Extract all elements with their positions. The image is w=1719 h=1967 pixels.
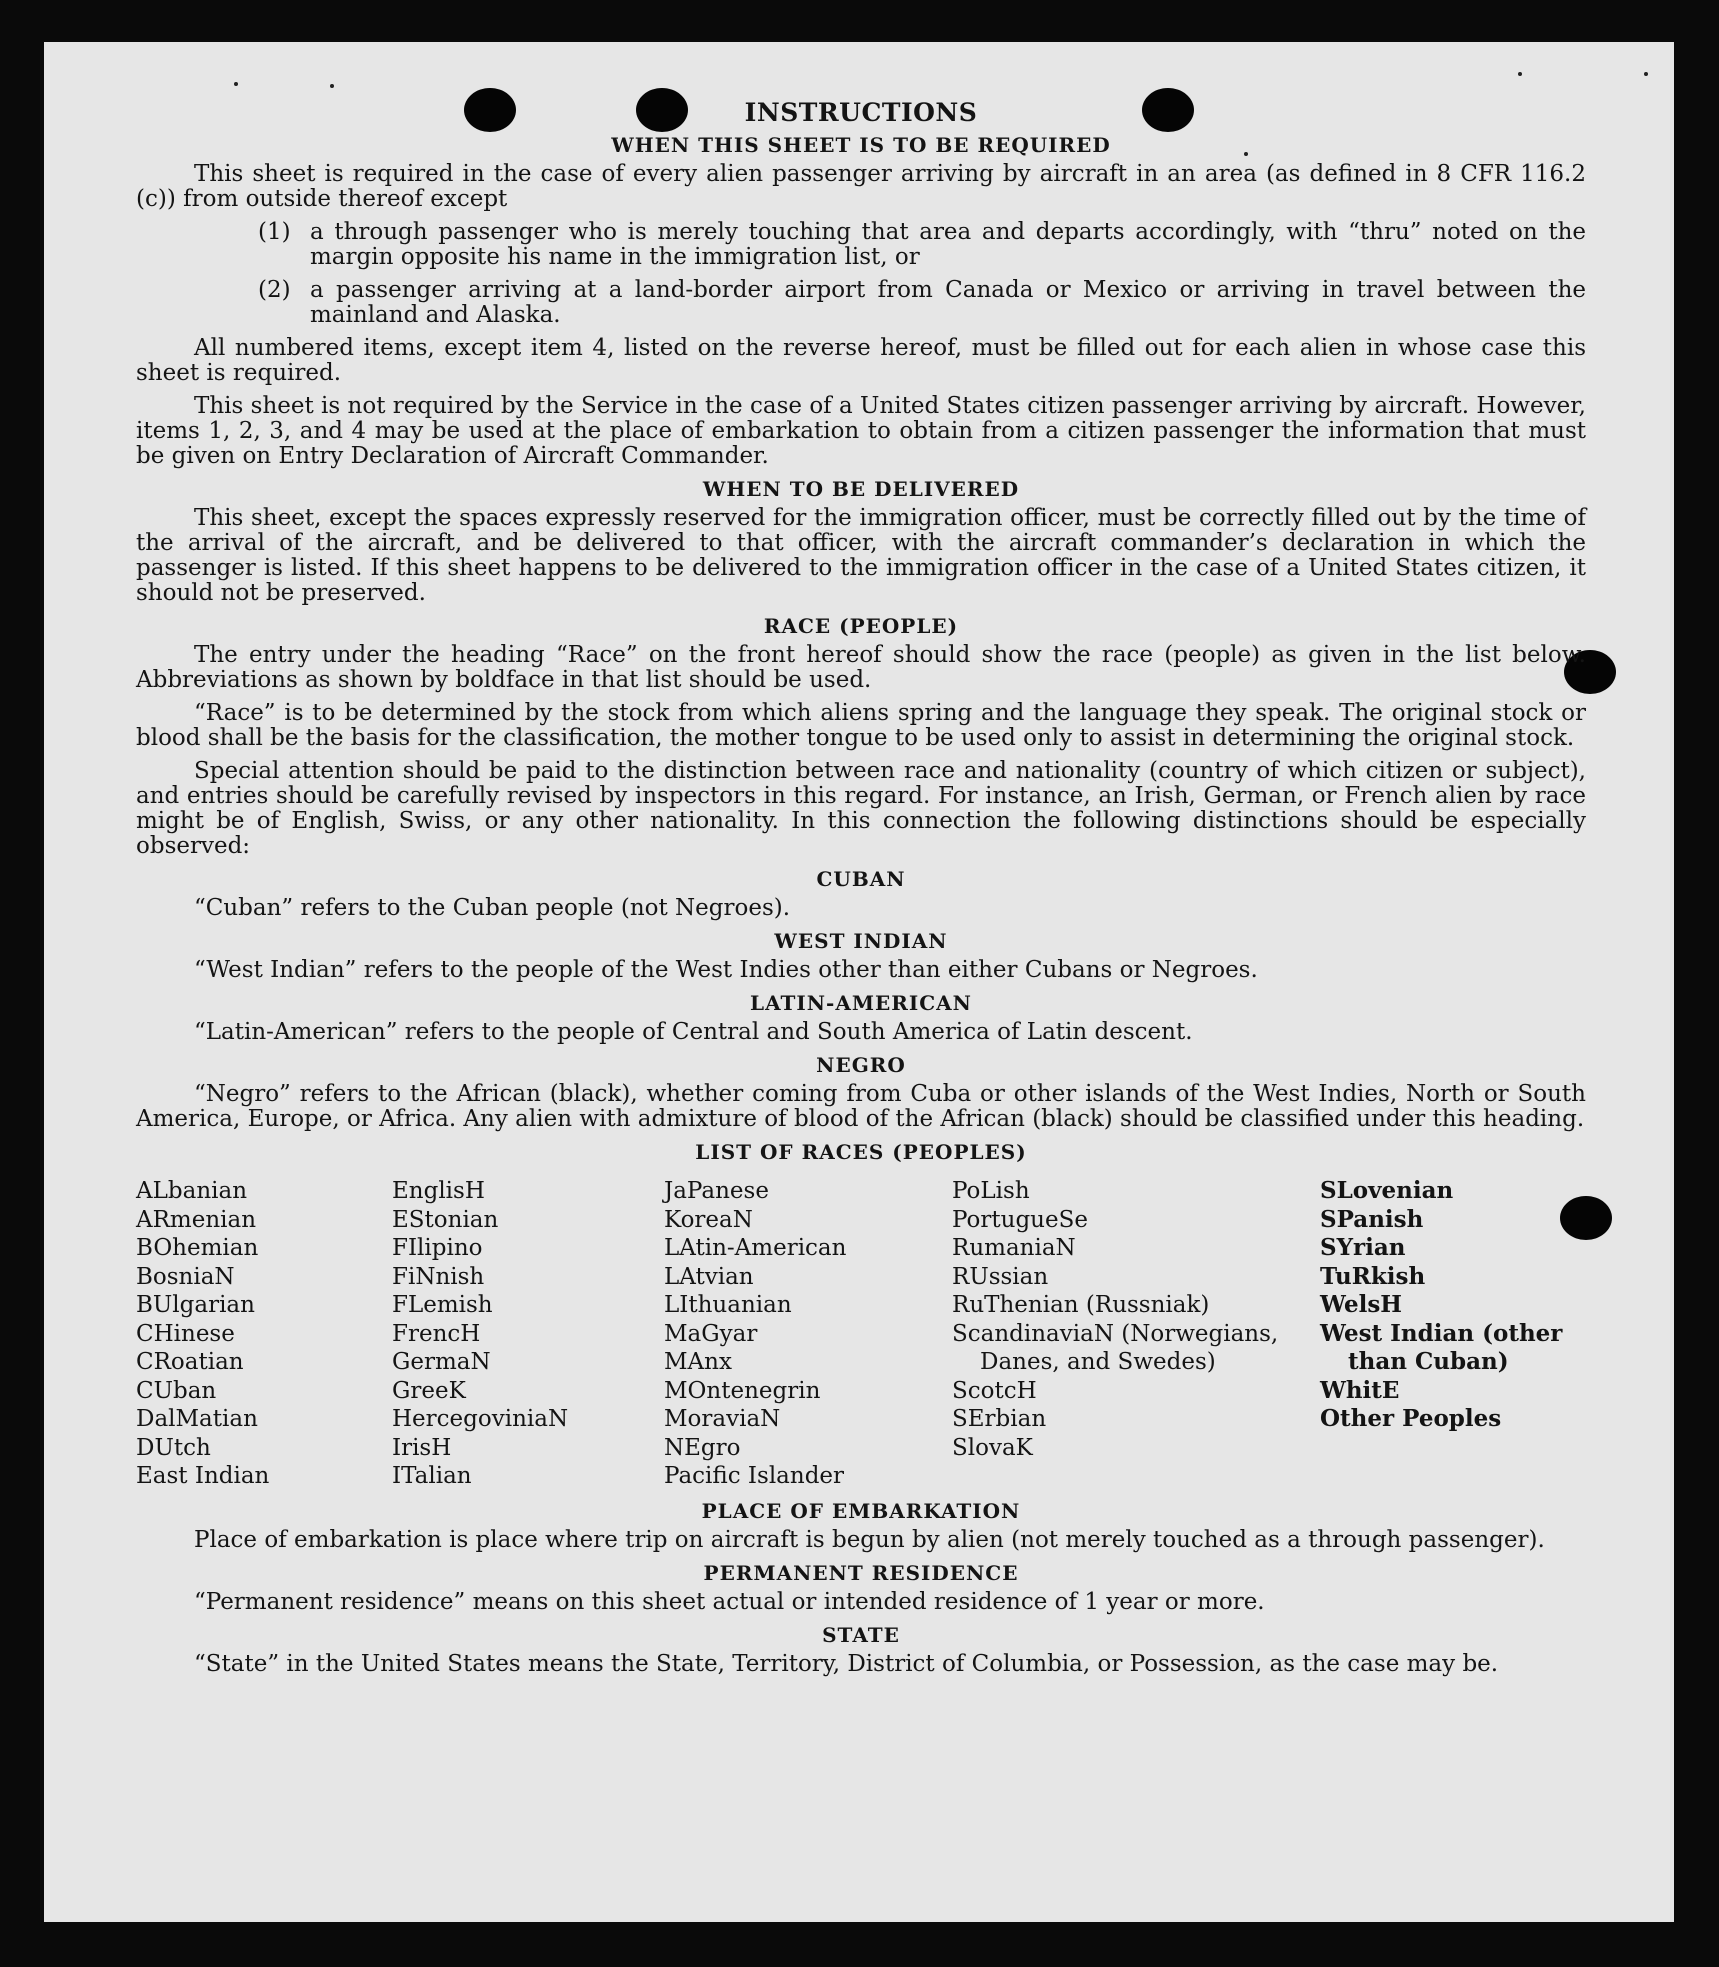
page-title: INSTRUCTIONS <box>744 98 978 127</box>
race-entry: Other Peoples <box>1320 1405 1502 1432</box>
race-entry: ScotcH <box>952 1377 1037 1404</box>
list-item <box>258 220 1586 270</box>
race-entry: East Indian <box>136 1463 270 1489</box>
race-entry: RUssian <box>952 1263 1049 1290</box>
race-entry: SLovenian <box>1320 1177 1454 1204</box>
paragraph: This sheet is not required by the Service in the case of a United States citizen passenger arriving by aircraft. However, items 1, 2, 3, and 4 may be used at the place of embarkation to obtain from a citizen passenger the information that must be given on Entry Declaration of Aircraft Commander. <box>136 393 1586 469</box>
race-entry: KoreaN <box>664 1206 753 1233</box>
race-entry: RumaniaN <box>952 1235 1076 1261</box>
races-column <box>952 1177 1320 1491</box>
race-entry: CRoatian <box>136 1349 244 1375</box>
paragraph: “Cuban” refers to the Cuban people (not Negroes). <box>194 895 791 921</box>
item-text: a through passenger who is merely touching that area and departs accordingly, with “thru” noted on the margin opposite his name in the immigration list, or <box>310 219 1586 270</box>
race-entry: ARmenian <box>136 1206 257 1233</box>
paragraph: “Latin-American” refers to the people of Central and South America of Latin descent. <box>194 1019 1193 1045</box>
speck <box>1644 72 1648 76</box>
paragraph: Special attention should be paid to the distinction between race and nationality (country of which citizen or subject), and entries should be carefully revised by inspectors in this regard. For instance, an Irish, German, or French alien by race might be of English, Swiss, or any other nationality. In this connection the following distinctions should be especially observed: <box>136 758 1586 859</box>
race-entry: EnglisH <box>392 1178 485 1204</box>
heading-place-of-embarkation: PLACE OF EMBARKATION <box>701 1498 1021 1523</box>
race-entry: PoLish <box>952 1178 1030 1204</box>
race-entry: SYrian <box>1320 1234 1406 1261</box>
paragraph: This sheet is required in the case of every alien passenger arriving by aircraft in an area (as defined in 8 CFR 116.2 (c)) from outside thereof except <box>136 161 1586 212</box>
heading-when-delivered: WHEN TO BE DELIVERED <box>702 477 1020 501</box>
race-entry: LAtvian <box>664 1263 754 1290</box>
race-entry: EStonian <box>392 1206 499 1233</box>
heading-negro: NEGRO <box>816 1053 906 1077</box>
race-entry: FLemish <box>392 1292 493 1318</box>
paragraph: The entry under the heading “Race” on the front hereof should show the race (people) as given in the list below. Abbreviations as shown by boldface in that list should be used. <box>136 642 1586 693</box>
race-entry: BOhemian <box>136 1235 259 1261</box>
race-entry: GreeK <box>392 1377 466 1404</box>
race-entry: DUtch <box>136 1434 211 1461</box>
race-entry: CUban <box>136 1377 217 1404</box>
heading-latin-american: LATIN-AMERICAN <box>750 991 972 1015</box>
paragraph: “Race” is to be determined by the stock from which aliens spring and the language they speak. The original stock or blood shall be the basis for the classification, the mother tongue to be used only to assist in determining the original stock. <box>136 700 1586 751</box>
race-entry: LIthuanian <box>664 1292 792 1318</box>
heading-list-of-races: LIST OF RACES (PEOPLES) <box>695 1140 1027 1164</box>
race-entry: West Indian (other than Cuban) <box>1320 1319 1571 1375</box>
race-entry: MoraviaN <box>664 1406 781 1432</box>
race-entry: WhitE <box>1320 1376 1400 1404</box>
race-entry: ScandinaviaN (Norwegians, Danes, and Swedes) <box>952 1320 1286 1375</box>
race-entry: FIlipino <box>392 1235 483 1261</box>
race-entry: DalMatian <box>136 1406 258 1432</box>
race-entry: HercegoviniaN <box>392 1406 569 1432</box>
heading-race: RACE (PEOPLE) <box>763 614 959 638</box>
race-entry: PortugueSe <box>952 1206 1088 1233</box>
heading-state: STATE <box>822 1622 900 1647</box>
race-entry: Pacific Islander <box>664 1463 845 1489</box>
race-entry: SlovaK <box>952 1434 1033 1461</box>
paragraph: “Negro” refers to the African (black), whether coming from Cuba or other islands of the West Indies, North or South America, Europe, or Africa. Any alien with admixture of blood of the African (black) should be classified under this heading. <box>136 1081 1586 1132</box>
heading-cuban: CUBAN <box>816 867 906 891</box>
race-entry: ALbanian <box>136 1178 248 1204</box>
races-column <box>136 1177 392 1491</box>
document-body <box>136 100 1586 1685</box>
races-column <box>1320 1177 1586 1491</box>
races-column <box>664 1177 952 1491</box>
speck <box>330 84 334 88</box>
paragraph: “West Indian” refers to the people of the West Indies other than either Cubans or Negroes. <box>194 957 1258 983</box>
races-column <box>392 1177 664 1491</box>
race-entry: WelsH <box>1320 1291 1403 1318</box>
race-entry: SErbian <box>952 1406 1047 1432</box>
race-entry: NEgro <box>664 1434 741 1461</box>
paragraph: “Permanent residence” means on this sheet actual or intended residence of 1 year or more. <box>194 1588 1265 1615</box>
race-entry: CHinese <box>136 1320 235 1347</box>
race-entry: BUlgarian <box>136 1292 255 1318</box>
race-entry: SPanish <box>1320 1205 1424 1233</box>
race-entry: BosniaN <box>136 1263 235 1290</box>
race-entry: RuThenian (Russniak) <box>952 1292 1210 1318</box>
heading-when-required: WHEN THIS SHEET IS TO BE REQUIRED <box>611 133 1111 157</box>
race-entry: ITalian <box>392 1463 472 1489</box>
race-entry: MOntenegrin <box>664 1377 821 1404</box>
paragraph: “State” in the United States means the State, Territory, District of Columbia, or Possession, as the case may be. <box>194 1650 1499 1677</box>
race-entry: GermaN <box>392 1349 491 1375</box>
document-sheet <box>44 42 1674 1922</box>
race-entry: MAnx <box>664 1349 732 1375</box>
race-entry: LAtin-American <box>664 1235 847 1261</box>
item-text: a passenger arriving at a land-border airport from Canada or Mexico or arriving in travel between the mainland and Alaska. <box>310 277 1586 328</box>
speck <box>1518 72 1522 76</box>
race-entry: JaPanese <box>664 1178 769 1204</box>
race-entry: MaGyar <box>664 1320 758 1347</box>
paragraph: All numbered items, except item 4, listed on the reverse hereof, must be filled out for each alien in whose case this sheet is required. <box>136 335 1586 386</box>
paragraph: This sheet, except the spaces expressly reserved for the immigration officer, must be correctly filled out by the time of the arrival of the aircraft, and be delivered to that officer, with the aircraft commander’s declaration in which the passenger is listed. If this sheet happens to be delivered to the immigration officer in the case of a United States citizen, it should not be preserved. <box>136 505 1586 606</box>
race-entry: IrisH <box>392 1434 452 1461</box>
heading-west-indian: WEST INDIAN <box>774 929 948 953</box>
race-entry: FrencH <box>392 1320 481 1347</box>
race-entry: FiNnish <box>392 1263 485 1290</box>
list-item <box>258 278 1586 328</box>
paragraph: Place of embarkation is place where trip on aircraft is begun by alien (not merely touched as a through passenger). <box>194 1526 1545 1553</box>
race-entry: TuRkish <box>1320 1262 1426 1290</box>
races-list <box>136 1177 1586 1491</box>
heading-permanent-residence: PERMANENT RESIDENCE <box>703 1560 1019 1585</box>
item-number: (1) <box>258 219 291 245</box>
item-number: (2) <box>258 277 291 303</box>
speck <box>234 82 238 86</box>
